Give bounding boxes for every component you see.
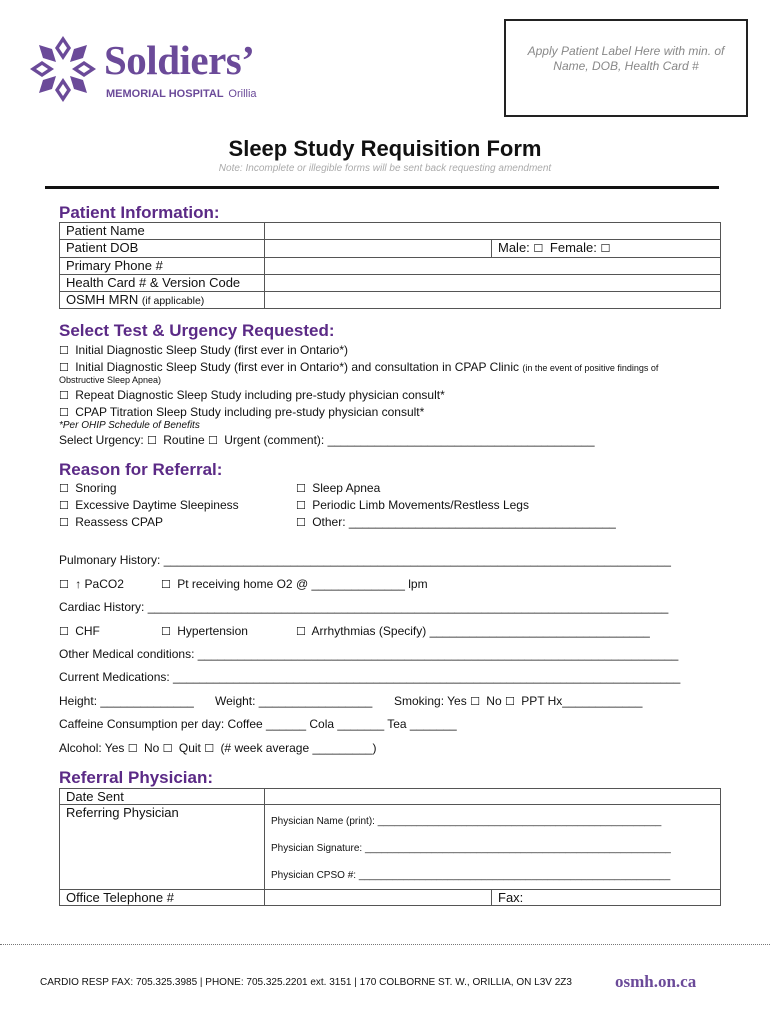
checkbox-icon[interactable]: ☐: [470, 695, 480, 708]
smoking-no-label: No: [486, 694, 502, 708]
form-title: Sleep Study Requisition Form: [228, 136, 542, 161]
reason-label: Sleep Apnea: [312, 481, 381, 495]
physician-heading: Referral Physician:: [59, 768, 214, 787]
mrn-text: OSMH MRN: [66, 292, 139, 307]
sex-cell: [492, 240, 721, 258]
checkbox-icon[interactable]: ☐: [600, 242, 611, 255]
fax-field[interactable]: Fax:: [492, 890, 721, 906]
checkbox-icon[interactable]: ☐: [59, 406, 69, 419]
reason-daytime-sleepiness[interactable]: [59, 498, 239, 512]
office-telephone-label: Office Telephone #: [60, 890, 265, 906]
reason-label: Periodic Limb Movements/Restless Legs: [312, 498, 529, 512]
ohip-note: *Per OHIP Schedule of Benefits: [59, 420, 200, 431]
form-note: Note: Incomplete or illegible forms will be sent back requesting amendment: [218, 163, 552, 174]
reason-snoring[interactable]: [59, 481, 117, 495]
osmh-mrn-field[interactable]: [265, 292, 721, 309]
flower-logo-icon: [28, 34, 98, 104]
footer-contact: CARDIO RESP FAX: 705.325.3985 | PHONE: 705.325.2201 ext. 3151 | 170 COLBORNE ST. W., ORILLIA, ON L3V 2Z3: [40, 977, 572, 988]
urgency-row: [59, 433, 595, 447]
checkbox-icon[interactable]: ☐: [296, 482, 306, 495]
reason-label: Other: ________________________________________: [312, 515, 616, 529]
patient-label-box: [504, 19, 748, 117]
date-sent-field[interactable]: [265, 789, 721, 805]
primary-phone-field[interactable]: [265, 258, 721, 275]
checkbox-icon[interactable]: ☐: [127, 742, 138, 755]
cardiac-history[interactable]: Cardiac History: ______________________________________________________________________________: [59, 600, 669, 614]
urgent-label: Urgent (comment): ________________________________________: [224, 433, 595, 447]
referring-physician-label: Referring Physician: [60, 805, 265, 890]
patient-name-label: Patient Name: [60, 223, 265, 240]
checkbox-icon[interactable]: ☐: [504, 695, 515, 708]
checkbox-icon[interactable]: ☐: [59, 625, 69, 638]
footer-website[interactable]: osmh.on.ca: [615, 972, 697, 991]
chf-label: CHF: [75, 624, 100, 638]
test-option-1[interactable]: [59, 343, 348, 357]
height-field[interactable]: Height: ______________: [59, 694, 194, 708]
other-medical-conditions[interactable]: Other Medical conditions: ________________________________________________________________________: [59, 647, 679, 661]
alcohol-no-label: No: [143, 741, 160, 755]
checkbox-icon[interactable]: ☐: [59, 578, 69, 591]
footer-divider: [0, 944, 770, 945]
date-sent-label: Date Sent: [60, 789, 265, 805]
paco2-option[interactable]: [59, 577, 124, 591]
hypertension-option[interactable]: [161, 624, 248, 638]
arrhythmias-option[interactable]: [296, 624, 650, 638]
home-o2-option[interactable]: [161, 577, 428, 591]
test-option-2-note: (in the event of positive findings of: [522, 363, 659, 373]
checkbox-icon[interactable]: ☐: [296, 499, 306, 512]
test-option-2-note-cont: Obstructive Sleep Apnea): [59, 375, 162, 385]
checkbox-icon[interactable]: ☐: [59, 482, 69, 495]
reason-sleep-apnea[interactable]: [296, 481, 380, 495]
patient-dob-label: Patient DOB: [60, 240, 265, 258]
weight-field[interactable]: Weight: _________________: [215, 694, 373, 708]
alcohol-row: [59, 741, 377, 755]
test-option-3[interactable]: [59, 388, 445, 402]
chf-option[interactable]: [59, 624, 100, 638]
health-card-label: Health Card # & Version Code: [60, 275, 265, 292]
test-option-2-label: Initial Diagnostic Sleep Study (first ever in Ontario*) and consultation in CPAP Clinic: [75, 360, 519, 374]
reason-label: Reassess CPAP: [75, 515, 164, 529]
caffeine-row[interactable]: Caffeine Consumption per day: Coffee ______ Cola _______ Tea _______: [59, 717, 457, 731]
smoking-yes-label: Smoking: Yes: [394, 694, 467, 708]
checkbox-icon[interactable]: ☐: [162, 742, 173, 755]
checkbox-icon[interactable]: ☐: [59, 499, 69, 512]
test-option-3-label: Repeat Diagnostic Sleep Study including pre-study physician consult*: [75, 388, 445, 402]
routine-label: Routine: [163, 433, 205, 447]
logo-subtitle-main: MEMORIAL HOSPITAL: [106, 88, 224, 100]
reason-plm-rls[interactable]: [296, 498, 529, 512]
alcohol-quit-label: Quit: [178, 741, 201, 755]
referral-reason-heading: Reason for Referral:: [59, 460, 223, 479]
patient-name-field[interactable]: [265, 223, 721, 240]
reason-other[interactable]: [296, 515, 616, 529]
checkbox-icon[interactable]: ☐: [59, 361, 69, 374]
test-option-2[interactable]: [59, 360, 658, 374]
checkbox-icon[interactable]: ☐: [296, 625, 306, 638]
alcohol-yes-label: Alcohol: Yes: [59, 741, 125, 755]
logo-subtitle-city: Orillia: [228, 88, 257, 100]
checkbox-icon[interactable]: ☐: [161, 578, 171, 591]
checkbox-icon[interactable]: ☐: [207, 434, 218, 447]
physician-cpso-field[interactable]: Physician CPSO #: ________________________________________________________: [271, 870, 671, 881]
female-label: Female:: [549, 240, 597, 255]
checkbox-icon[interactable]: ☐: [59, 344, 69, 357]
logo-subtitle: [106, 88, 257, 100]
reason-label: Snoring: [75, 481, 117, 495]
checkbox-icon[interactable]: ☐: [533, 242, 544, 255]
physician-name-field[interactable]: Physician Name (print): ___________________________________________________: [271, 816, 662, 827]
home-o2-label: Pt receiving home O2 @ ______________ lpm: [177, 577, 428, 591]
checkbox-icon[interactable]: ☐: [59, 516, 69, 529]
office-telephone-field[interactable]: [265, 890, 492, 906]
arrhythmias-label: Arrhythmias (Specify) _________________________________: [311, 624, 650, 638]
current-medications[interactable]: Current Medications: ____________________________________________________________________________: [59, 670, 681, 684]
hypertension-label: Hypertension: [177, 624, 248, 638]
pulmonary-history[interactable]: Pulmonary History: ____________________________________________________________________________: [59, 553, 671, 567]
test-option-1-label: Initial Diagnostic Sleep Study (first ever in Ontario*): [75, 343, 349, 357]
patient-info-table: [59, 222, 721, 309]
health-card-field[interactable]: [265, 275, 721, 292]
logo-wordmark: Soldiers’: [104, 37, 255, 83]
reason-reassess-cpap[interactable]: [59, 515, 163, 529]
physician-table: [59, 788, 721, 906]
reason-label: Excessive Daytime Sleepiness: [75, 498, 239, 512]
male-label: Male:: [498, 240, 530, 255]
primary-phone-label: Primary Phone #: [60, 258, 265, 275]
osmh-mrn-label: [60, 292, 265, 309]
checkbox-icon[interactable]: ☐: [147, 434, 157, 447]
checkbox-icon[interactable]: ☐: [59, 389, 69, 402]
paco2-label: ↑ PaCO2: [75, 577, 124, 591]
checkbox-icon[interactable]: ☐: [161, 625, 171, 638]
mrn-note: (if applicable): [141, 295, 205, 307]
ppt-hx-field[interactable]: PPT Hx____________: [521, 694, 643, 708]
smoking-row: [394, 694, 642, 708]
checkbox-icon[interactable]: ☐: [204, 742, 215, 755]
physician-details-cell: [265, 805, 721, 890]
patient-info-heading: Patient Information:: [59, 203, 220, 222]
checkbox-icon[interactable]: ☐: [296, 516, 306, 529]
test-option-4-label: CPAP Titration Sleep Study including pre-study physician consult*: [75, 405, 425, 419]
week-average-field[interactable]: (# week average _________): [220, 741, 377, 755]
test-option-4[interactable]: [59, 405, 424, 419]
patient-dob-field[interactable]: [265, 240, 492, 258]
tests-heading: Select Test & Urgency Requested:: [59, 321, 335, 340]
physician-signature-field[interactable]: Physician Signature: _______________________________________________________: [271, 843, 671, 854]
urgency-label: Select Urgency:: [59, 433, 144, 447]
patient-label-text: Apply Patient Label Here with min. of Name, DOB, Health Card #: [527, 44, 725, 73]
title-divider: [45, 186, 719, 189]
